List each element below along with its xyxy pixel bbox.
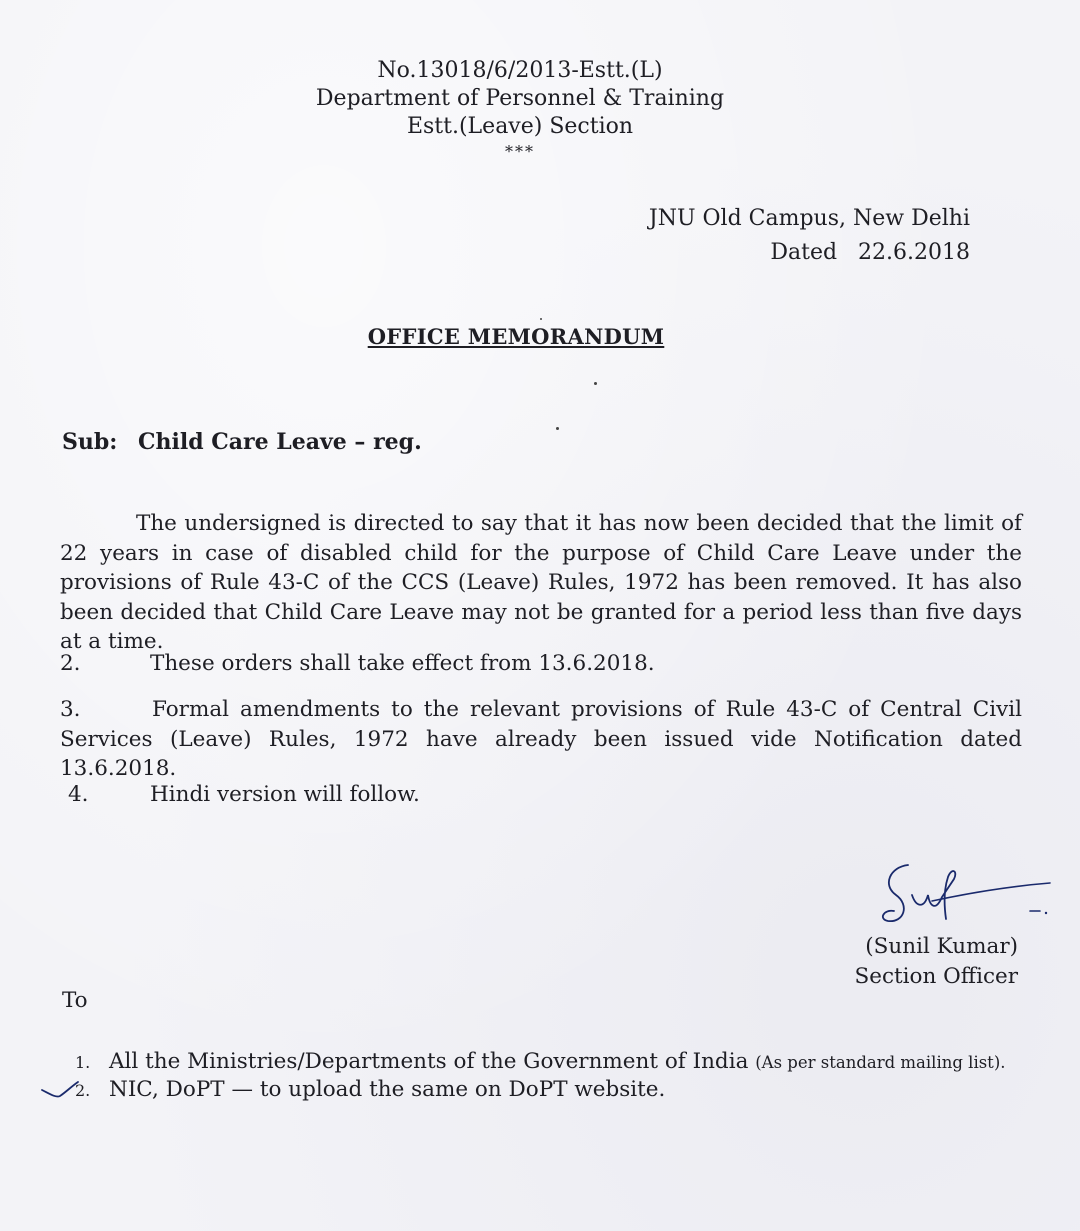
subject-line	[62, 429, 422, 455]
paragraph-2-number: 2.	[60, 651, 81, 676]
paragraph-1: The undersigned is directed to say that it has now been decided that the limit of 22 years in case of disabled child for the purpose of Child Care Leave under the provisions of Rule 43-C of the CCS (Leave) Rules, 1972 has been removed. It has also been decided that Child Care Leave may not be granted for a period less than five days at a time.	[60, 511, 1022, 654]
file-number: No.13018/6/2013-Estt.(L)	[377, 58, 663, 83]
dated-label: Dated	[770, 240, 838, 265]
paragraph-2	[60, 651, 655, 676]
paragraph-2-text: These orders shall take effect from 13.6.2018.	[150, 651, 655, 676]
date-value: 22.6.2018	[858, 240, 970, 265]
tick-mark-icon	[38, 1076, 98, 1104]
paragraph-4-text: Hindi version will follow.	[150, 782, 420, 807]
subject-label: Sub:	[62, 429, 118, 455]
paragraph-4	[68, 782, 420, 807]
header-separator: ***	[505, 142, 535, 161]
to-label: To	[62, 988, 88, 1013]
signatory-name: (Sunil Kumar)	[865, 934, 1018, 959]
addressee-1-note: (As per standard mailing list).	[755, 1053, 1006, 1072]
subject-text: Child Care Leave – reg.	[138, 429, 422, 455]
department-name: Department of Personnel & Training	[315, 86, 725, 111]
paper-speck	[556, 427, 559, 430]
signature-mark	[860, 855, 1060, 935]
memo-title: OFFICE MEMORANDUM	[367, 324, 665, 349]
addressee-2-text: NIC, DoPT — to upload the same on DoPT website.	[109, 1077, 666, 1102]
paragraph-4-number: 4.	[68, 782, 89, 807]
place: JNU Old Campus, New Delhi	[648, 206, 970, 231]
paper-speck	[594, 382, 597, 385]
paper-speck	[540, 318, 542, 320]
addressee-1-number: 1.	[75, 1053, 91, 1072]
signatory-designation: Section Officer	[854, 964, 1018, 989]
section-name: Estt.(Leave) Section	[406, 114, 634, 139]
paragraph-3-number: 3.	[60, 697, 81, 722]
addressee-1	[75, 1049, 1006, 1074]
date-line	[770, 240, 970, 265]
addressee-2-number: 2.	[75, 1081, 91, 1100]
addressee-1-text: All the Ministries/Departments of the Government of India	[109, 1049, 749, 1074]
paragraph-3-text: Formal amendments to the relevant provisions of Rule 43-C of Central Civil Services (Leave) Rules, 1972 have already been issued vide Notification dated 13.6.2018.	[60, 697, 1022, 781]
addressee-2	[75, 1077, 665, 1102]
paragraph-3	[60, 695, 1022, 784]
